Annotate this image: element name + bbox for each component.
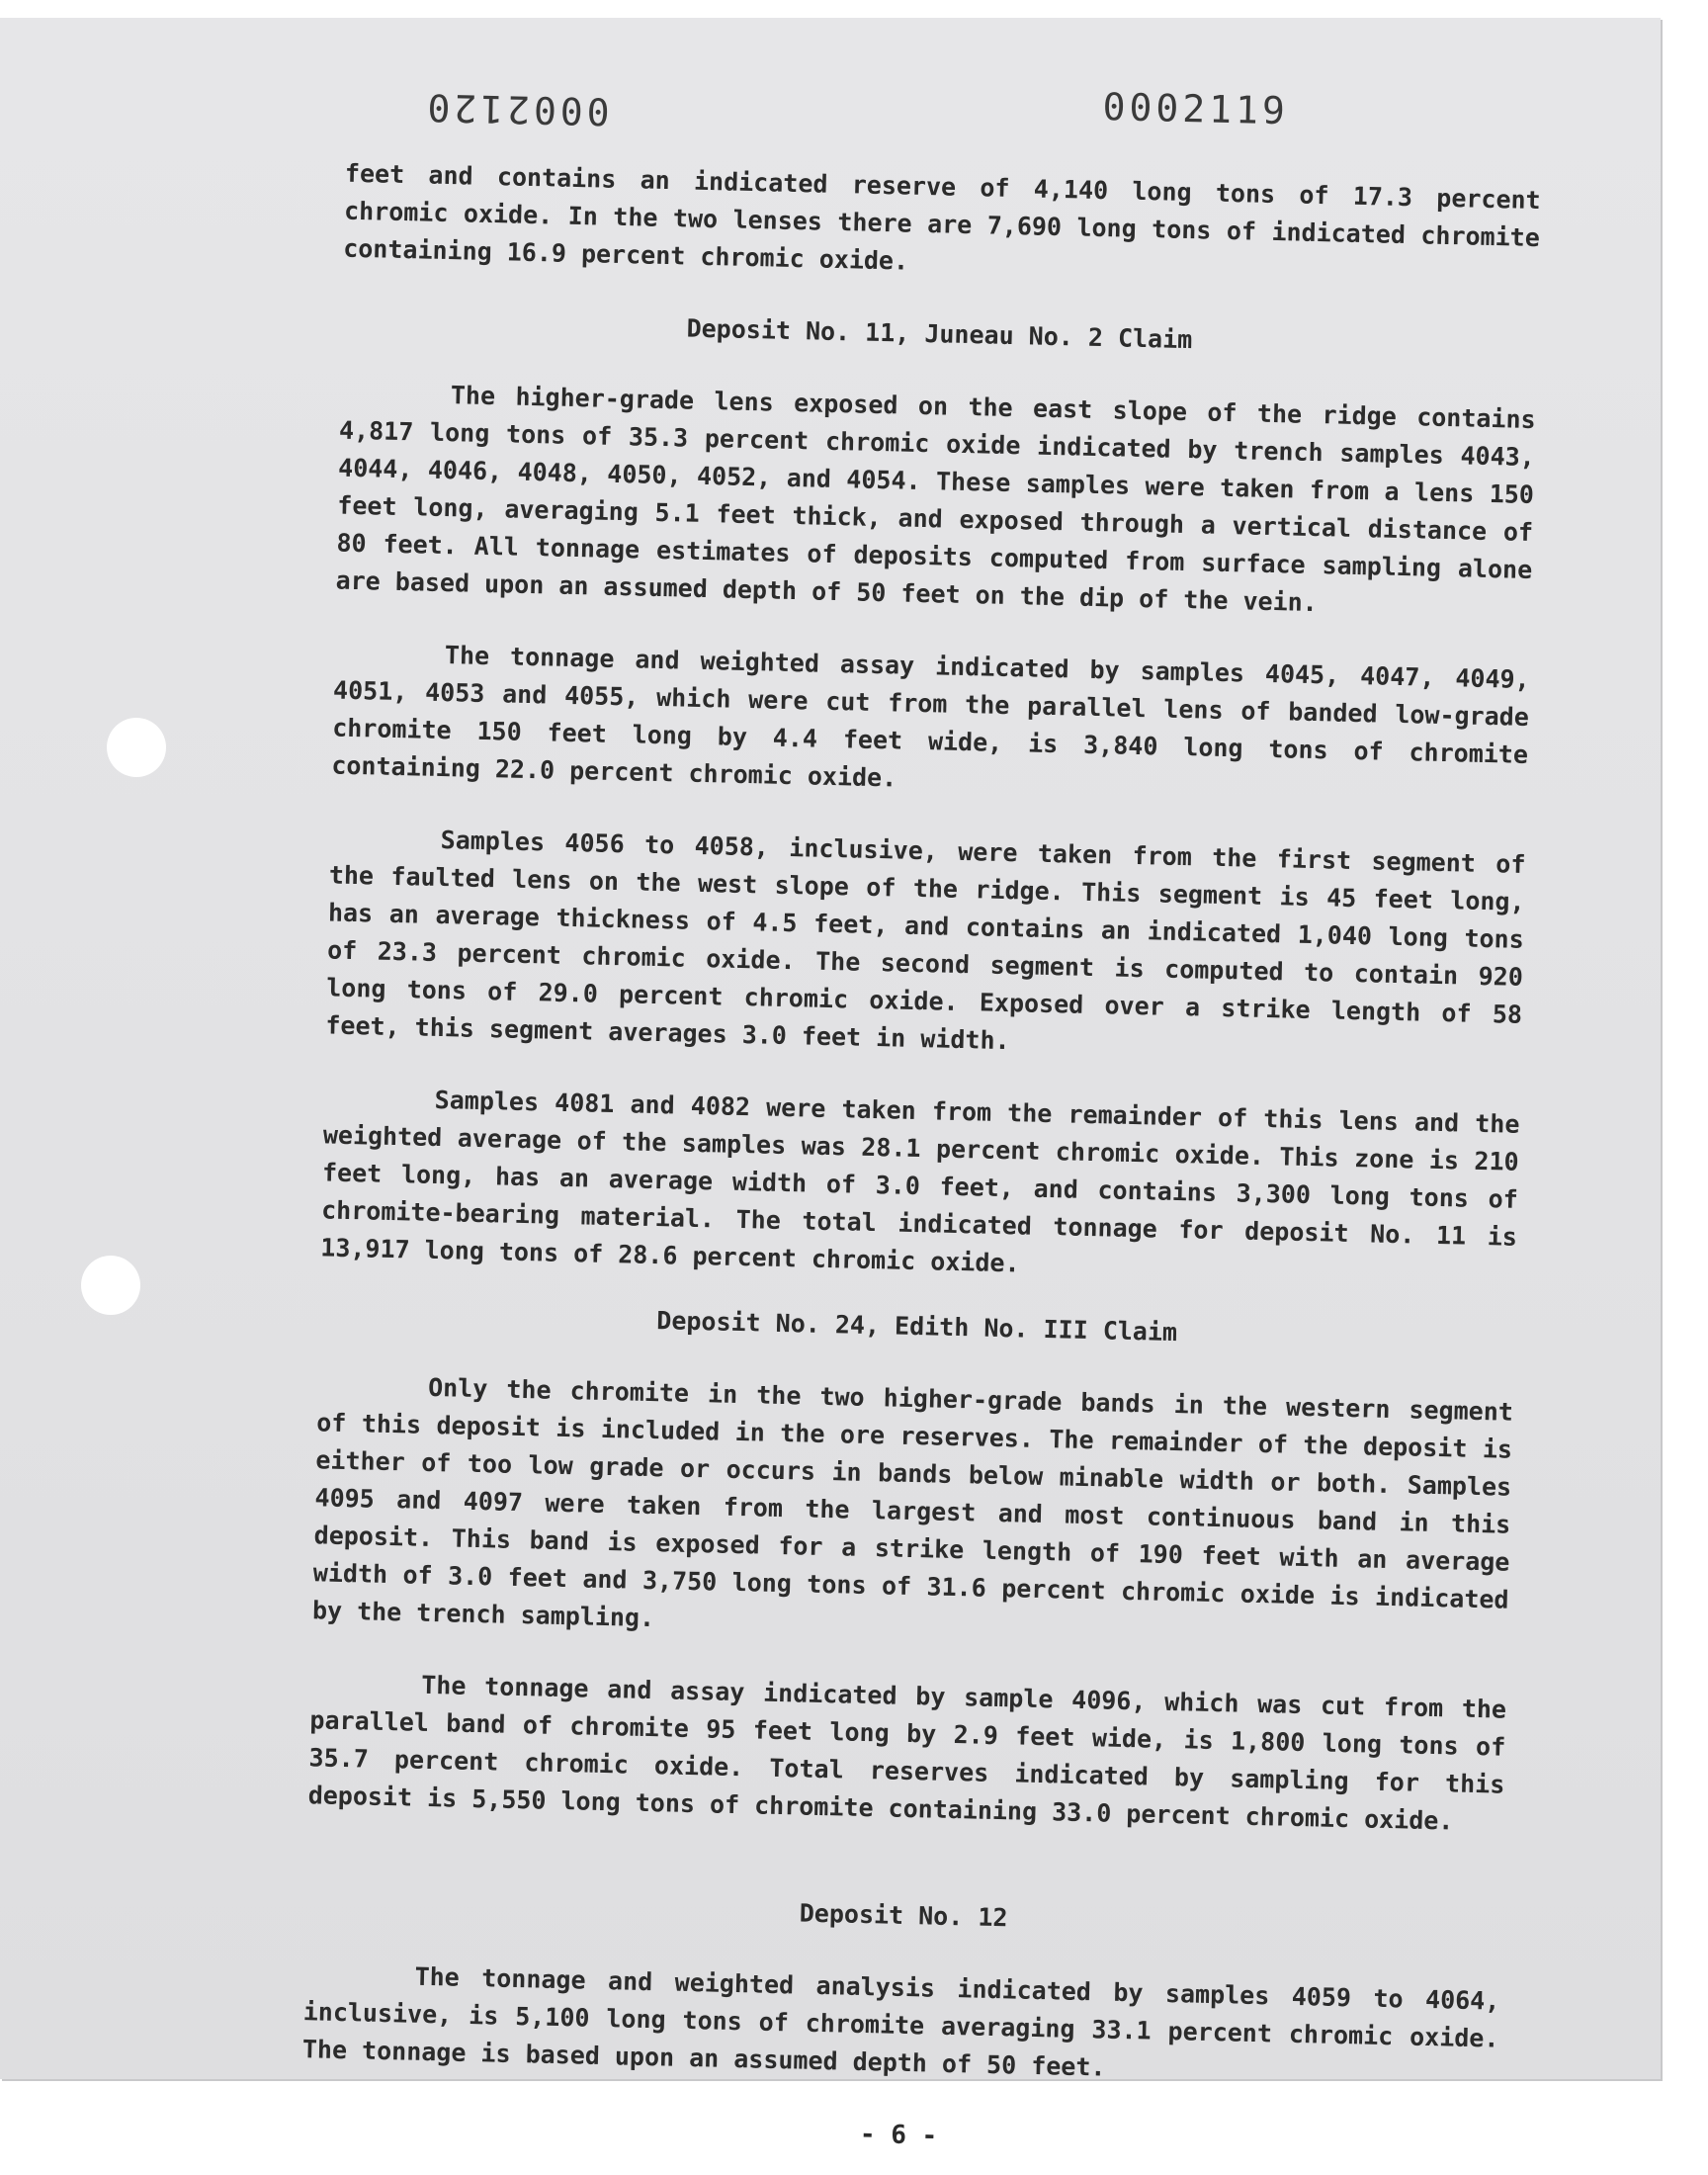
stamp-number: 0002119	[1102, 85, 1290, 133]
paragraph-deposit-24-b: The tonnage and assay indicated by sample 4096, which was cut from the parallel band of chromite 95 feet long by 2.9 feet wide, is 1,800 long tons of 35.7 percent chromic oxide. Total reserves indicated by sampling for this deposit is 5,550 long tons of chromite containing 33.0 percent chromic oxide.	[307, 1670, 1507, 1836]
paragraph-deposit-11-d: Samples 4081 and 4082 were taken from the remainder of this lens and the weighted average of the samples was 28.1 percent chromic oxide. This zone is 210 feet long, has an average width of 3.0 feet, and contains 3,300 long tons of chromite-bearing material. The total indicated tonnage for deposit No. 11 is 13,917 long tons of 28.6 percent chromic oxide.	[320, 1085, 1520, 1278]
opening-paragraph: feet and contains an indicated reserve of 4,140 long tons of 17.3 percent chromic oxide. In the two lenses there are 7,690 long tons of indicated chromite containing 16.9 percent chromic oxide.	[342, 158, 1542, 276]
document-page	[0, 18, 1661, 2151]
paragraph-deposit-11-c: Samples 4056 to 4058, inclusive, were taken from the first segment of the faulted lens on the west slope of the ridge. This segment is 45 feet long, has an average thickness of 4.5 feet, and contains an indicated 1,040 long tons of 23.3 percent chromic oxide. The second segment is computed to contain 920 long tons of 29.0 percent chromic oxide. Exposed over a strike length of 58 feet, this segment averages 3.0 feet in width.	[325, 826, 1526, 1056]
paragraph-deposit-24-a: Only the chromite in the two higher-grade bands in the western segment of this deposit is included in the ore reserves. The remainder of the deposit is either of too low grade or occurs in bands below minable width or both. Samples 4095 and 4097 were taken from the largest and most continuous band in this deposit. This band is exposed for a strike length of 190 feet with an average width of 3.0 feet and 3,750 long tons of 31.6 percent chromic oxide is indicated by the trench sampling.	[311, 1372, 1514, 1633]
paragraph-deposit-11-a: The higher-grade lens exposed on the east slope of the ridge contains 4,817 long tons of 35.3 percent chromic oxide indicated by trench samples 4043, 4044, 4046, 4048, 4050, 4052, and 4054. These samples were taken from a lens 150 feet long, averaging 5.1 feet thick, and exposed through a vertical distance of 80 feet. All tonnage estimates of deposits computed from surface sampling alone are based upon an assumed depth of 50 feet on the dip of the vein.	[335, 381, 1536, 618]
stamp-number-inverted: 0002120	[423, 85, 611, 133]
paragraph-deposit-11-b: The tonnage and weighted assay indicated by samples 4045, 4047, 4049, 4051, 4053 and 4055, which were cut from the parallel lens of banded low-grade chromite 150 feet long by 4.4 feet wide, is 3,840 long tons of chromite containing 22.0 percent chromic oxide.	[331, 641, 1531, 793]
page-number: - 6 -	[859, 2119, 938, 2151]
heading-deposit-24: Deposit No. 24, Edith No. III Claim	[656, 1306, 1178, 1348]
heading-deposit-12: Deposit No. 12	[799, 1898, 1008, 1933]
paragraph-deposit-12: The tonnage and weighted analysis indicated by samples 4059 to 4064, inclusive, is 5,100 long tons of chromite averaging 33.1 percent chromic oxide. The tonnage is based upon an assumed depth of 50 feet.	[301, 1961, 1500, 2082]
heading-deposit-11: Deposit No. 11, Juneau No. 2 Claim	[686, 313, 1193, 355]
body-text	[300, 155, 1541, 2168]
